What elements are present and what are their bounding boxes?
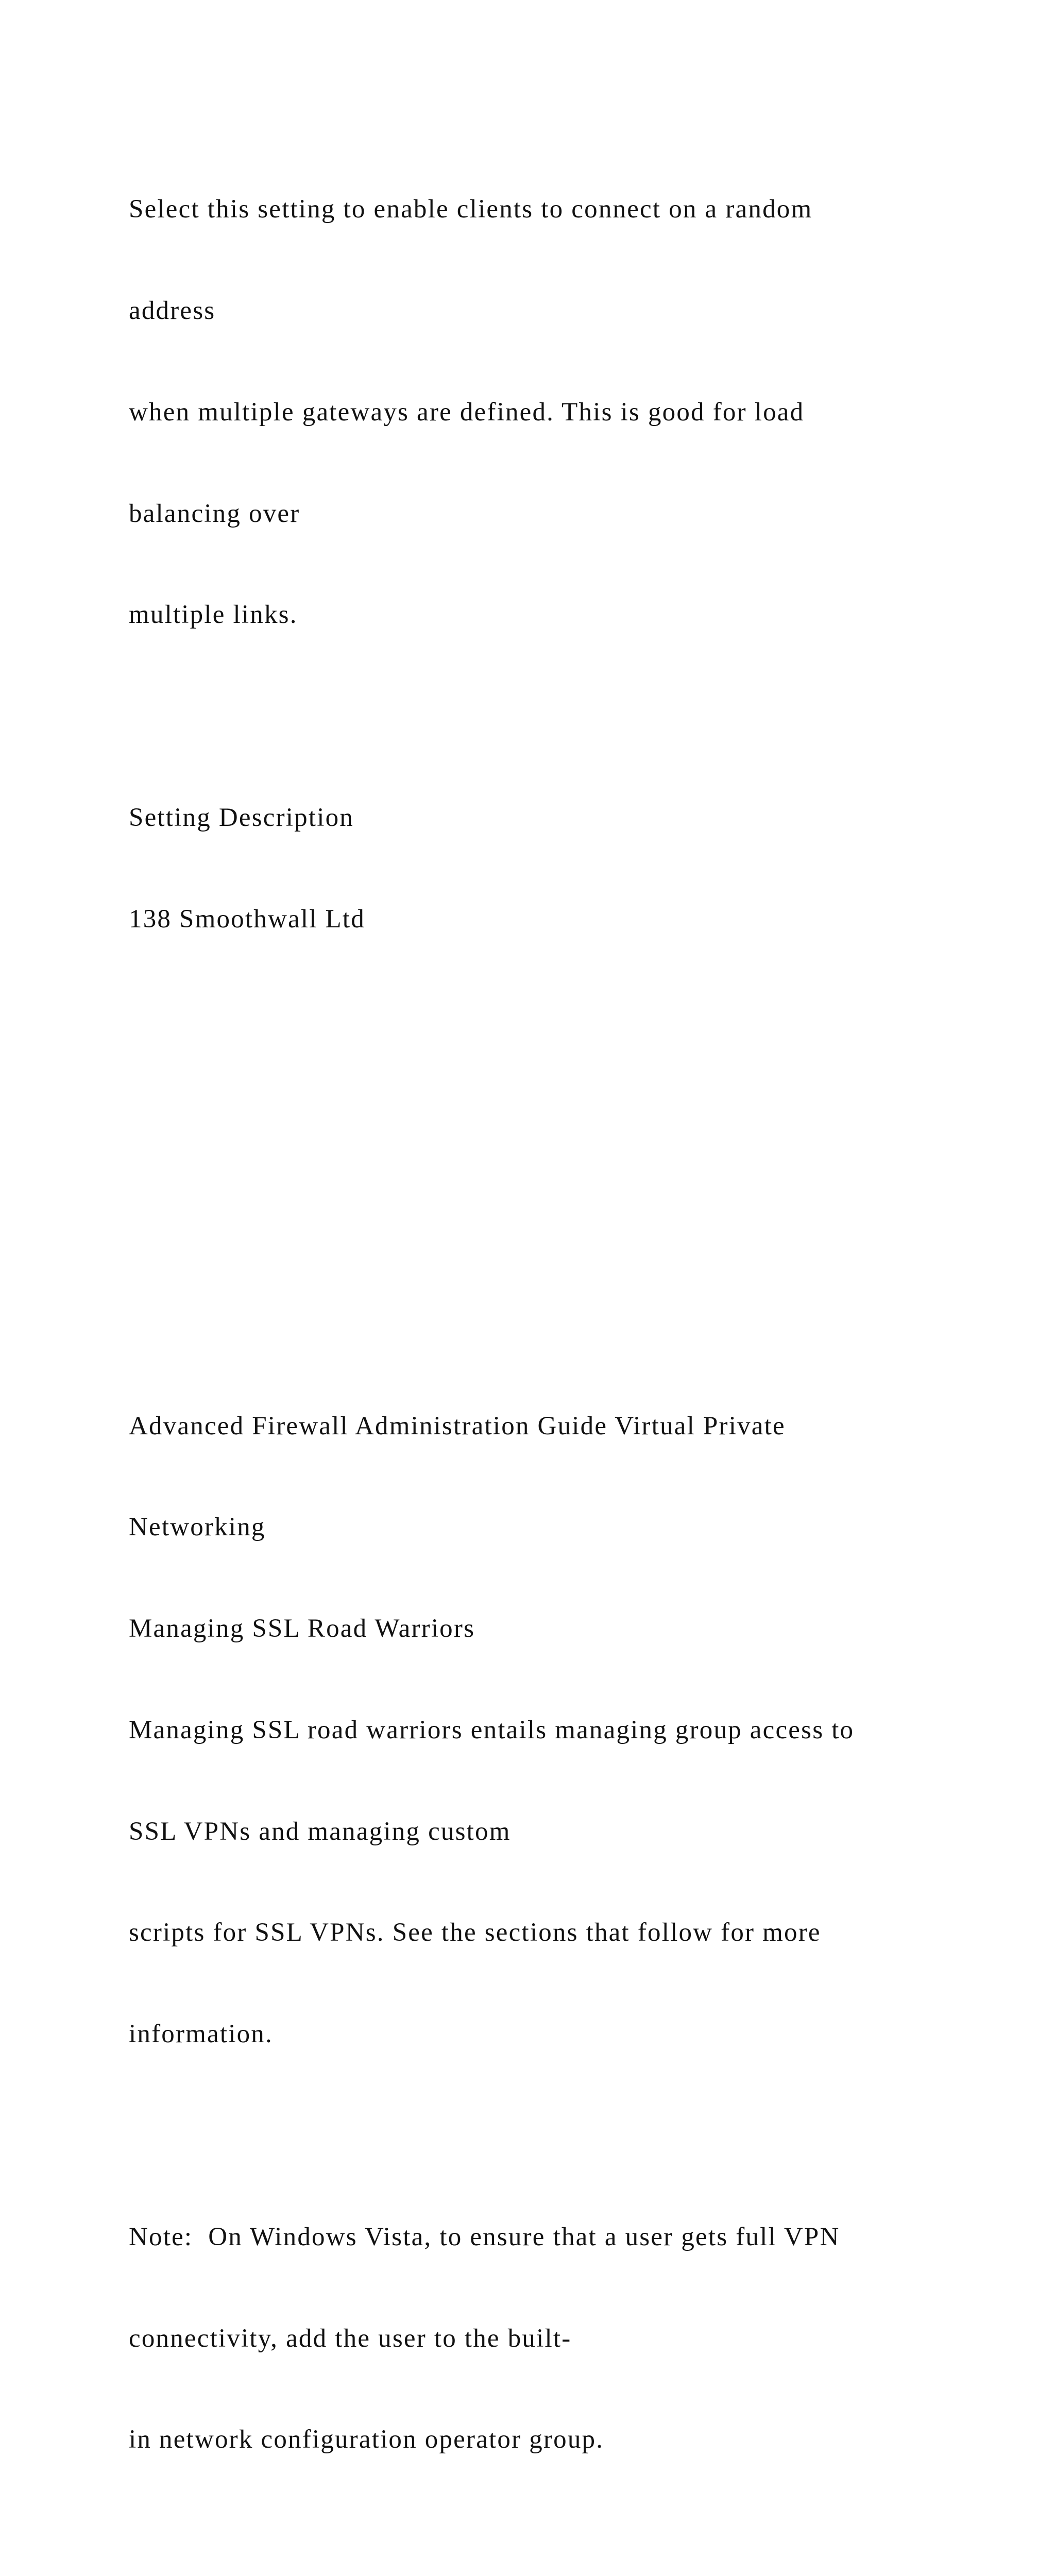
text-line: balancing over <box>129 499 300 528</box>
page-footer: 138 Smoothwall Ltd <box>129 904 365 934</box>
blank-line <box>129 2524 1005 2558</box>
note-line: Note: On Windows Vista, to ensure that a user gets full VPN <box>129 2222 840 2251</box>
blank-line <box>129 1308 1005 1342</box>
blank-line <box>129 700 1005 734</box>
text-line: when multiple gateways are defined. This is good for load <box>129 397 805 427</box>
text-line: multiple links. <box>129 600 298 630</box>
document-body <box>129 125 1005 2576</box>
text-line: address <box>129 296 216 325</box>
text-line: SSL VPNs and managing custom <box>129 1817 511 1846</box>
text-line: Managing SSL road warriors entails managing group access to <box>129 1715 855 1744</box>
text-line: information. <box>129 2020 273 2049</box>
blank-line <box>129 1004 1005 1038</box>
blank-line <box>129 1105 1005 1139</box>
blank-line <box>129 1207 1005 1241</box>
page-header: Networking <box>129 1513 266 1542</box>
page-header: Advanced Firewall Administration Guide Virtual Private <box>129 1411 786 1440</box>
section-heading: Managing SSL Road Warriors <box>129 1614 475 1643</box>
blank-line <box>129 2119 1005 2153</box>
section-heading: Setting Description <box>129 803 354 832</box>
text-line: scripts for SSL VPNs. See the sections that follow for more <box>129 1918 821 1947</box>
text-line: Select this setting to enable clients to connect on a random <box>129 195 813 224</box>
note-line: connectivity, add the user to the built- <box>129 2324 572 2353</box>
note-line: in network configuration operator group. <box>129 2425 604 2454</box>
